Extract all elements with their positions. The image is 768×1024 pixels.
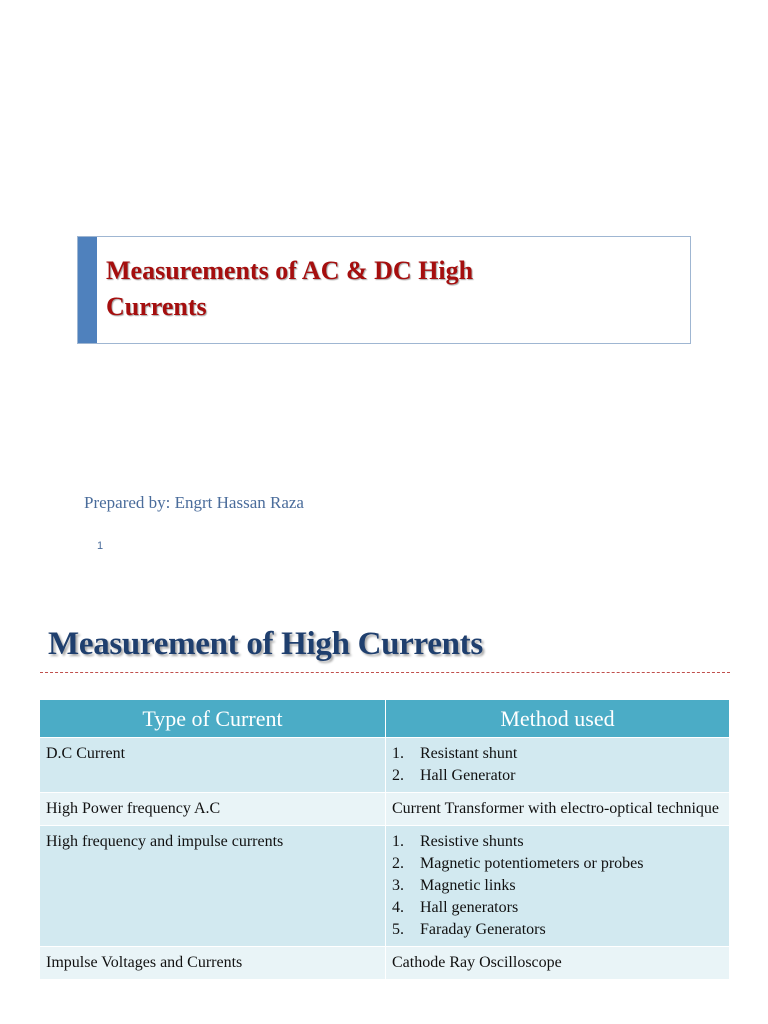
list-item: 5. Faraday Generators (392, 921, 546, 938)
list-item: 4. Hall generators (392, 899, 519, 916)
slide-2 (0, 596, 768, 1024)
list-item: 1. Resistive shunts (392, 833, 524, 850)
list-item: 1. Resistant shunt (392, 745, 518, 762)
slide-2-title: Measurement of High Currents (48, 626, 483, 662)
table-row (40, 826, 730, 947)
method-list (392, 831, 723, 941)
method-cell (386, 826, 730, 947)
table-row (40, 947, 730, 980)
list-item: 3. Magnetic links (392, 877, 516, 894)
table-header-row (40, 700, 730, 738)
slide-title-line-2: Currents (106, 292, 207, 321)
type-cell: High Power frequency A.C (40, 793, 386, 826)
table-row (40, 738, 730, 793)
method-list (392, 743, 723, 787)
list-item: 2. Magnetic potentiometers or probes (392, 855, 644, 872)
currents-table (39, 699, 730, 980)
slide-title (106, 253, 678, 325)
type-cell: Impulse Voltages and Currents (40, 947, 386, 980)
page-number: 1 (97, 540, 104, 552)
header-type-of-current: Type of Current (40, 700, 386, 738)
type-cell: High frequency and impulse currents (40, 826, 386, 947)
list-item: 2. Hall Generator (392, 767, 516, 784)
method-cell: Current Transformer with electro-optical technique (386, 793, 730, 826)
header-method-used: Method used (386, 700, 730, 738)
method-cell: Cathode Ray Oscilloscope (386, 947, 730, 980)
method-cell (386, 738, 730, 793)
slide-title-line-1: Measurements of AC & DC High (106, 256, 474, 285)
title-box (77, 236, 691, 344)
type-cell: D.C Current (40, 738, 386, 793)
table-row (40, 793, 730, 826)
title-accent-bar (78, 237, 97, 343)
title-divider (40, 672, 730, 673)
prepared-by: Prepared by: Engrt Hassan Raza (84, 493, 304, 512)
